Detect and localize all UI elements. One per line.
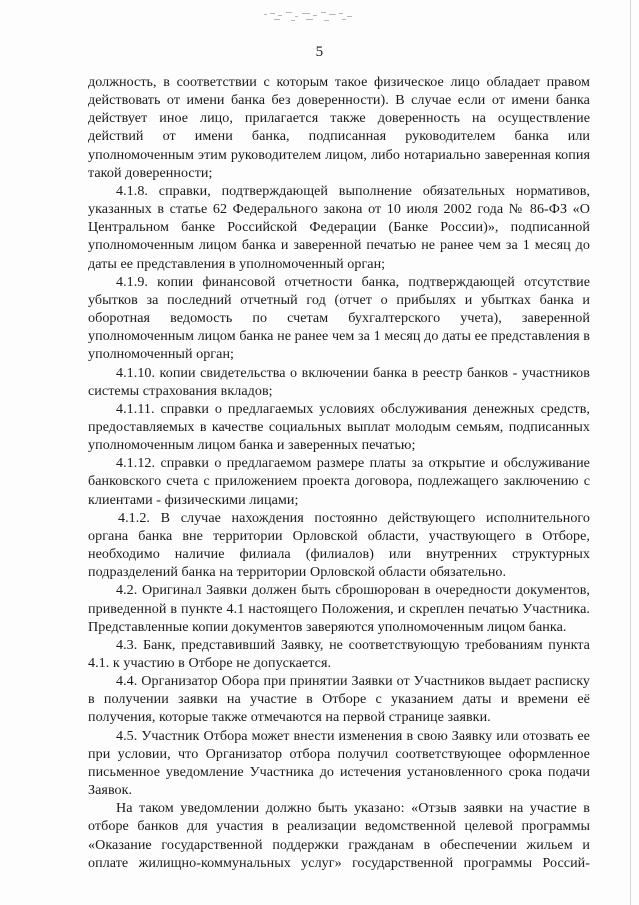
scan-artifact — [258, 8, 368, 26]
paragraph-withdrawal-notice: На таком уведомлении должно быть указано: «Отзыв заявки на участие в отборе банков для участия в реализации ведомственной целевой программы «Оказание государственной поддержки гражданам в обеспечении жильем и оплате жилищно-коммунальных услуг» государственной программы Россий- — [88, 800, 590, 871]
paragraph-4-1-11: 4.1.11. справки о предлагаемых условиях обслуживания денежных средств, предоставляемых в качестве социальных выплат молодым семьям, подписанных уполномоченным лицом банка и заверенных печатью; — [88, 400, 590, 454]
paragraph-4-1-9: 4.1.9. копии финансовой отчетности банка, подтверждающей отсутствие убытков за последний отчетный год (отчет о прибылях и убытках банка и оборотная ведомость по счетам бухгалтерского учета), заверенной уполномоченным лицом банка не ранее чем за 1 месяц до даты ее представления в уполномоченный орган; — [88, 273, 590, 363]
paragraph-4-5: 4.5. Участник Отбора может внести изменения в свою Заявку или отозвать ее при условии, что Организатор отбора получил соответствующее оформленное письменное уведомление Участника до истечения установленного срока подачи Заявок. — [88, 727, 590, 799]
paragraph-4-2: 4.2. Оригинал Заявки должен быть сброшюрован в очередности документов, приведенной в пункте 4.1 настоящего Положения, и скреплен печатью Участника. Представленные копии документов заверяются уполномоченным лицом банка. — [88, 582, 590, 635]
scan-edge-line — [630, 0, 631, 905]
paragraph-continuation: должность, в соответствии с которым такое физическое лицо обладает правом действовать от имени банка без доверенности). В случае если от имени банка действует иное лицо, прилагается также доверенность на осуществление действий от имени банка, подписанная руководителем банка или уполномоченным этим руководителем лицом, либо нотариально заверенная копия такой доверенности; — [88, 74, 590, 181]
paragraph-4-1-10: 4.1.10. копии свидетельства о включении банка в реестр банков - участников системы страхования вкладов; — [88, 364, 590, 399]
page-number: 5 — [315, 44, 324, 60]
paragraph-4-1-12: 4.1.12. справки о предлагаемом размере платы за открытие и обслуживание банковского счета с приложением проекта договора, подлежащего заключению с клиентами - физическими лицами; — [88, 455, 590, 508]
paragraph-4-4: 4.4. Организатор Обора при принятии Заявки от Участников выдает расписку в получении заявки на участие в Отборе с указанием даты и времени её получения, которые также отмечаются на первой странице заявки. — [88, 673, 590, 726]
paragraph-4-1-2: 4.1.2. В случае нахождения постоянно действующего исполнительного органа банка вне территории Орловской области, участвующего в Отборе, необходимо наличие филиала (филиалов) или внутренних структурных подразделений банка на территории Орловской области обязательно. — [88, 509, 590, 581]
paragraph-4-3: 4.3. Банк, представивший Заявку, не соответствующую требованиям пункта 4.1. к участию в Отборе не допускается. — [88, 636, 590, 671]
paragraph-4-1-8: 4.1.8. справки, подтверждающей выполнение обязательных нормативов, указанных в статье 62 Федерального закона от 10 июля 2002 года № 86-ФЗ «О Центральном банке Российской Федерации (Банке России)», подписанной уполномоченным лицом банка и заверенной печатью не ранее чем за 1 месяц до даты ее представления в уполномоченный орган; — [88, 182, 590, 272]
document-body — [88, 73, 590, 872]
